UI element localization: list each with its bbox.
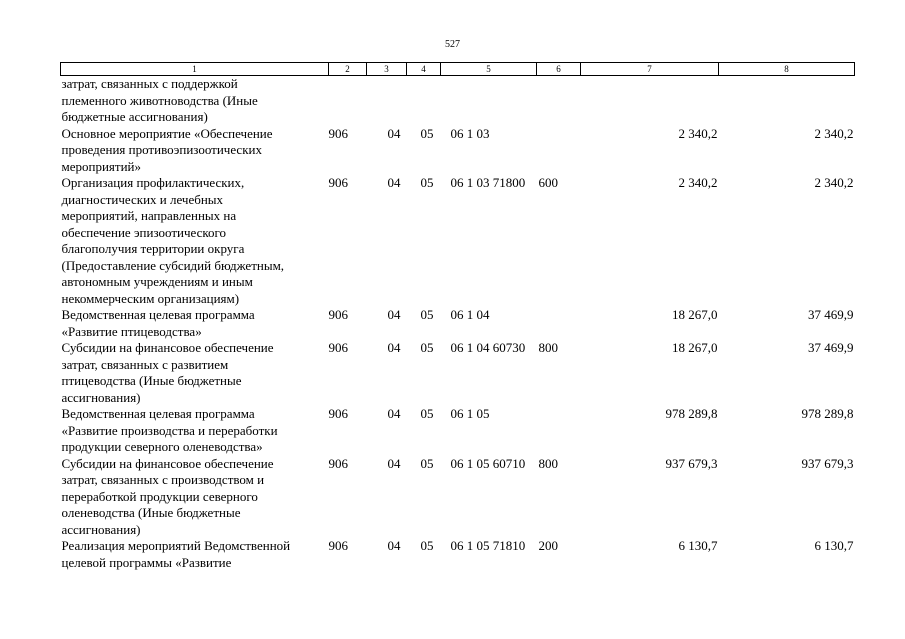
table-row xyxy=(61,126,855,176)
section-code: 04 xyxy=(387,307,401,322)
row-name-line: продукции северного оленеводства» xyxy=(61,439,263,454)
expense-type-code xyxy=(537,307,581,340)
expense-type-code: 800 xyxy=(538,340,558,355)
row-name-line: мероприятий, направленных на xyxy=(61,208,237,223)
amount-year-1: 18 267,0 xyxy=(672,340,718,355)
expense-type-code xyxy=(537,126,581,176)
section-code: 04 xyxy=(387,406,401,421)
table-row xyxy=(61,538,855,571)
row-name-line: ассигнования) xyxy=(61,521,141,537)
target-article-code: 06 1 05 71810 xyxy=(450,538,526,553)
row-name-line: Ведомственная целевая программа xyxy=(61,406,255,421)
ministry-code: 906 xyxy=(328,406,348,421)
amount-year-2: 2 340,2 xyxy=(814,125,854,141)
section-code: 04 xyxy=(387,538,401,553)
ministry-code: 906 xyxy=(328,538,348,553)
target-article-code: 06 1 03 71800 xyxy=(450,175,526,190)
expense-type-code: 200 xyxy=(538,538,558,553)
row-name-line: затрат, связанных с поддержкой xyxy=(61,76,238,91)
amount-year-1: 937 679,3 xyxy=(665,455,718,471)
section-code xyxy=(367,76,407,126)
row-name-line: диагностических и лечебных xyxy=(61,191,224,207)
row-name-line: Субсидии на финансовое обеспечение xyxy=(61,455,274,471)
ministry-code: 906 xyxy=(328,455,348,471)
col-header-1: 1 xyxy=(61,63,329,76)
section-code: 04 xyxy=(387,175,401,190)
subsection-code: 05 xyxy=(420,538,434,553)
ministry-code: 906 xyxy=(328,307,348,322)
table-row xyxy=(61,307,855,340)
ministry-code: 906 xyxy=(328,175,348,190)
row-name-line: Организация профилактических, xyxy=(61,175,245,190)
row-name-line: Субсидии на финансовое обеспечение xyxy=(61,340,274,355)
amount-year-2: 37 469,9 xyxy=(808,340,854,355)
amount-year-1: 2 340,2 xyxy=(678,125,718,141)
row-name-line: проведения противоэпизоотических xyxy=(61,142,262,157)
amount-year-2: 978 289,8 xyxy=(801,406,854,421)
subsection-code: 05 xyxy=(420,406,434,421)
table-header xyxy=(61,63,855,76)
target-article-code: 06 1 05 60710 xyxy=(450,455,526,471)
section-code: 04 xyxy=(387,455,401,471)
row-name-line: затрат, связанных с развитием xyxy=(61,356,229,372)
subsection-code: 05 xyxy=(420,125,434,141)
ministry-code: 906 xyxy=(328,340,348,355)
row-name-line: Реализация мероприятий Ведомственной xyxy=(61,538,291,553)
expense-type-code: 600 xyxy=(538,175,558,190)
target-article-code xyxy=(441,76,537,126)
header-row xyxy=(61,63,855,76)
amount-year-2: 937 679,3 xyxy=(801,455,854,471)
col-header-5: 5 xyxy=(441,63,537,76)
amount-year-1 xyxy=(581,76,719,126)
row-name-line: (Предоставление субсидий бюджетным, xyxy=(61,257,285,273)
row-name xyxy=(61,126,329,176)
subsection-code: 05 xyxy=(420,307,434,322)
row-name xyxy=(61,456,329,539)
budget-table xyxy=(60,62,855,571)
row-name-line: бюджетные ассигнования) xyxy=(61,109,208,124)
amount-year-2: 2 340,2 xyxy=(814,175,854,190)
row-name xyxy=(61,307,329,340)
col-header-4: 4 xyxy=(407,63,441,76)
col-header-6: 6 xyxy=(537,63,581,76)
row-name-line: птицеводства (Иные бюджетные xyxy=(61,373,242,388)
row-name-line: «Развитие производства и переработки xyxy=(61,422,278,438)
table-row xyxy=(61,456,855,539)
row-name-line: Основное мероприятие «Обеспечение xyxy=(61,125,273,141)
subsection-code: 05 xyxy=(420,175,434,190)
table-body xyxy=(61,76,855,572)
ministry-code: 906 xyxy=(328,125,348,141)
row-name-line: целевой программы «Развитие xyxy=(61,554,232,570)
section-code: 04 xyxy=(387,340,401,355)
row-name xyxy=(61,538,329,571)
expense-type-code xyxy=(537,76,581,126)
target-article-code: 06 1 04 xyxy=(450,307,490,322)
amount-year-2: 6 130,7 xyxy=(814,538,854,553)
col-header-3: 3 xyxy=(367,63,407,76)
row-name xyxy=(61,406,329,456)
target-article-code: 06 1 04 60730 xyxy=(450,340,526,355)
target-article-code: 06 1 03 xyxy=(450,125,490,141)
row-name-line: племенного животноводства (Иные xyxy=(61,92,258,108)
row-name-line: обеспечение эпизоотического xyxy=(61,224,227,240)
row-name xyxy=(61,175,329,307)
col-header-7: 7 xyxy=(581,63,719,76)
section-code: 04 xyxy=(387,125,401,141)
row-name xyxy=(61,76,329,126)
amount-year-1: 2 340,2 xyxy=(678,175,718,190)
row-name xyxy=(61,340,329,406)
table-row xyxy=(61,340,855,406)
expense-type-code: 800 xyxy=(538,455,558,471)
subsection-code xyxy=(407,76,441,126)
target-article-code: 06 1 05 xyxy=(450,406,490,421)
amount-year-1: 978 289,8 xyxy=(665,406,718,421)
amount-year-2 xyxy=(719,76,855,126)
page-number: 527 xyxy=(445,39,460,50)
row-name-line: переработкой продукции северного xyxy=(61,488,258,504)
col-header-8: 8 xyxy=(719,63,855,76)
amount-year-1: 18 267,0 xyxy=(672,307,718,322)
row-name-line: автономным учреждениям и иным xyxy=(61,274,253,289)
col-header-2: 2 xyxy=(329,63,367,76)
table-row xyxy=(61,76,855,126)
row-name-line: некоммерческим организациям) xyxy=(61,290,240,306)
table-row xyxy=(61,175,855,307)
row-name-line: затрат, связанных с производством и xyxy=(61,472,265,487)
row-name-line: мероприятий» xyxy=(61,158,141,174)
row-name-line: Ведомственная целевая программа xyxy=(61,307,255,322)
row-name-line: «Развитие птицеводства» xyxy=(61,323,202,339)
row-name-line: благополучия территории округа xyxy=(61,241,245,256)
subsection-code: 05 xyxy=(420,455,434,471)
amount-year-2: 37 469,9 xyxy=(808,307,854,322)
table-row xyxy=(61,406,855,456)
row-name-line: оленеводства (Иные бюджетные xyxy=(61,505,241,520)
row-name-line: ассигнования) xyxy=(61,389,141,405)
expense-type-code xyxy=(537,406,581,456)
subsection-code: 05 xyxy=(420,340,434,355)
amount-year-1: 6 130,7 xyxy=(678,538,718,553)
ministry-code xyxy=(329,76,367,126)
